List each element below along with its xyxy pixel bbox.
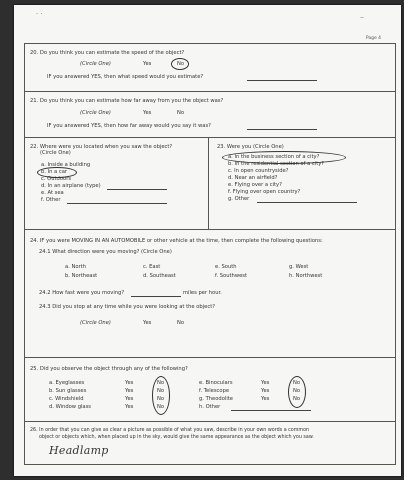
q25-item: g. Theodolite [199,396,233,402]
yes-option[interactable]: Yes [143,61,152,67]
q23-option[interactable]: e. Flying over a city? [228,182,282,188]
direction-option[interactable]: b. Northeast [65,273,98,279]
q25-item: h. Other [199,404,221,410]
scan-mark: ⌣ [360,14,364,21]
question-20 [25,44,395,92]
circle-one-label: (Circle One) [80,61,111,67]
direction-option[interactable]: f. Southwest [215,273,247,279]
question-24-1: 24.1 What direction were you moving? (Circle One) [39,249,172,255]
page-number: Page 4 [365,36,381,41]
yes-option[interactable]: Yes [125,404,134,410]
yes-option[interactable]: Yes [125,388,134,394]
q22-option[interactable]: e. At sea [41,190,64,196]
q25-item: b. Sun glasses [49,388,87,394]
q22-option[interactable]: c. Outdoors [41,176,72,182]
no-option[interactable]: No [157,404,165,410]
yes-option[interactable]: Yes [261,396,270,402]
q25-item: f. Telescope [199,388,230,394]
question-23-text: 23. Were you (Circle One) [217,144,284,150]
no-option[interactable]: No [157,380,165,386]
no-option[interactable]: No [293,388,301,394]
q23-option[interactable]: a. In the business section of a city? [228,154,320,160]
question-text: 21. Do you think you can estimate how far away from you the object was? [30,98,224,104]
circle-one-label: (Circle One) [80,110,111,116]
q23-option[interactable]: c. In open countryside? [228,168,289,174]
answer-line[interactable] [231,410,311,411]
circle-one-label: (Circle One) [80,320,111,326]
question-text: 20. Do you think you can estimate the speed of the object? [30,50,185,56]
q25-item: c. Windshield [49,396,84,402]
question-text: object or objects which, when placed up in the sky, would give the same appearance as the object which you saw. [39,435,314,440]
answer-line[interactable] [67,203,167,204]
direction-option[interactable]: d. Southeast [143,273,176,279]
question-21 [25,92,395,138]
no-option[interactable]: No [177,61,185,67]
speed-unit: miles per hour. [183,290,222,296]
no-option[interactable]: No [177,110,185,116]
form-page [14,5,401,476]
answer-circle [171,58,189,70]
circle-one-label: (Circle One) [40,150,71,156]
no-option[interactable]: No [157,388,165,394]
q22-option[interactable]: a. Inside a building [41,162,91,168]
no-option[interactable]: No [293,396,301,402]
speed-answer-line[interactable] [131,296,181,297]
yes-option[interactable]: Yes [143,320,152,326]
direction-option[interactable]: h. Northwest [289,273,323,279]
question-24-2: 24.2 How fast were you moving? [39,290,125,296]
answer-line[interactable] [257,202,357,203]
answer-line[interactable] [107,189,167,190]
direction-option[interactable]: e. South [215,264,237,270]
no-option[interactable]: No [177,320,185,326]
yes-option[interactable]: Yes [125,380,134,386]
q22-option[interactable]: b. In a car [41,169,68,175]
question-text: 25. Did you observe the object through any of the following? [30,366,188,372]
q23-option[interactable]: b. In the residential section of a city? [228,161,325,167]
question-text: 26. In order that you can give as clear a picture as possible of what you saw, describe in your own words a common [30,428,310,433]
answer-circle [152,376,170,415]
direction-option[interactable]: g. West [289,264,309,270]
question-24-3: 24.3 Did you stop at any time while you were looking at the object? [39,304,215,310]
q25-item: e. Binoculars [199,380,233,386]
follow-up-text: IF you answered YES, then how far away would you say it was? [47,123,211,129]
q25-item: d. Window glass [49,404,92,410]
q22-option[interactable]: f. Other [41,197,61,203]
q23-option[interactable]: d. Near an airfield? [228,175,278,181]
answer-circle [288,376,306,408]
question-text: 24. IF you were MOVING IN AN AUTOMOBILE or other vehicle at the time, then complete the following questions: [30,238,323,244]
q22-option[interactable]: d. In an airplane (type) [41,183,101,189]
question-22-23 [25,138,395,230]
question-26 [25,422,395,466]
q25-item: a. Eyeglasses [49,380,85,386]
column-divider [208,138,209,229]
no-option[interactable]: No [157,396,165,402]
question-24 [25,230,395,358]
answer-line[interactable] [247,129,317,130]
direction-option[interactable]: c. East [143,264,161,270]
answer-line[interactable] [247,80,317,81]
questionnaire-form [24,43,396,465]
question-25 [25,358,395,422]
no-option[interactable]: No [293,380,301,386]
q23-option[interactable]: f. Flying over open country? [228,189,301,195]
q23-option[interactable]: g. Other [228,196,250,202]
question-22-text: 22. Where were you located when you saw the object? [30,144,173,150]
follow-up-text: IF you answered YES, then what speed would you estimate? [47,74,204,80]
scan-mark: · · [36,10,43,18]
yes-option[interactable]: Yes [261,380,270,386]
yes-option[interactable]: Yes [261,388,270,394]
yes-option[interactable]: Yes [143,110,152,116]
direction-option[interactable]: a. North [65,264,86,270]
yes-option[interactable]: Yes [125,396,134,402]
handwritten-answer: Headlamp [49,444,109,457]
